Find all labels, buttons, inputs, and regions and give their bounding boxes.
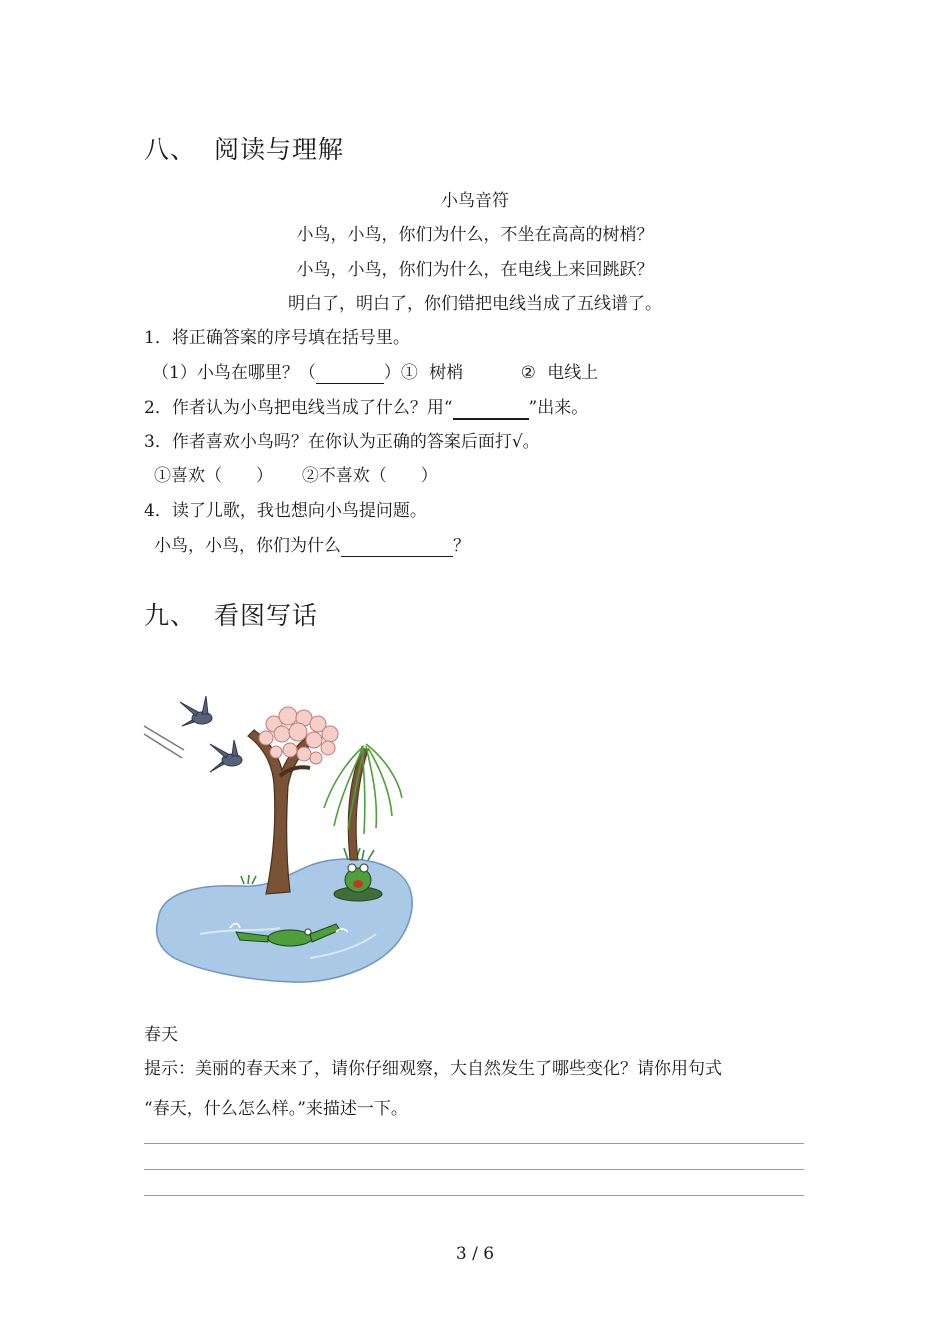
writing-line[interactable] [144,1143,804,1144]
option-2: 电线上 [547,363,599,383]
blossoms [259,707,338,764]
section-8-title: 阅读与理解 [214,135,345,164]
page-number: 3 / 6 [455,1244,495,1264]
poem-line-1: 小鸟，小鸟，你们为什么，不坐在高高的树梢？ [296,225,654,245]
question-2-end: ”出来。 [528,398,589,418]
question-3-options [154,461,438,486]
section-9-heading [144,596,318,632]
section-8-number: 八、 [144,135,197,164]
willow-tree [324,744,402,860]
writing-line[interactable] [144,1195,804,1196]
section-9-title: 看图写话 [214,601,319,630]
wind-lines [144,726,184,758]
question-1-sub-close: ）① [383,363,418,383]
option-1: 树梢 [429,363,464,383]
question-1-sub-text: （1）小鸟在哪里？（ [152,363,316,383]
question-2 [144,393,588,420]
question-4-prompt-text: 小鸟，小鸟，你们为什么 [154,536,341,556]
question-4: 4．读了儿歌，我也想向小鸟提问题。 [144,501,427,521]
poem-title: 小鸟音符 [441,191,509,211]
question-1: 1．将正确答案的序号填在括号里。 [144,328,410,348]
question-3: 3．作者喜欢小鸟吗？在你认为正确的答案后面打√。 [144,432,540,452]
section-8-heading [144,130,344,166]
poem-line-3: 明白了，明白了，你们错把电线当成了五线谱了。 [288,294,662,314]
section-9-number: 九、 [144,601,197,630]
option-2-mark: ② [520,363,536,383]
question-4-prompt [154,531,470,557]
question-4-end: ？ [453,536,470,556]
poem-line-2: 小鸟，小鸟，你们为什么，在电线上来回跳跃？ [296,260,654,280]
answer-blank[interactable] [341,536,453,557]
hint-line-1: 提示：美丽的春天来了，请你仔细观察，大自然发生了哪些变化？请你用句式 [144,1059,722,1079]
hint-line-2: “春天，什么怎么样。”来描述一下。 [144,1099,408,1119]
answer-blank[interactable] [453,398,529,420]
writing-line[interactable] [144,1169,804,1170]
spring-illustration [140,688,425,988]
question-1-sub [152,358,598,384]
answer-blank[interactable] [316,363,384,384]
question-2-text: 2．作者认为小鸟把电线当成了什么？用“ [144,398,453,418]
picture-title: 春天 [144,1025,178,1045]
bird-1 [180,696,212,726]
option-like[interactable]: ①喜欢（ ） [154,466,273,486]
bird-2 [210,740,242,772]
option-dislike[interactable]: ②不喜欢（ ） [301,466,438,486]
